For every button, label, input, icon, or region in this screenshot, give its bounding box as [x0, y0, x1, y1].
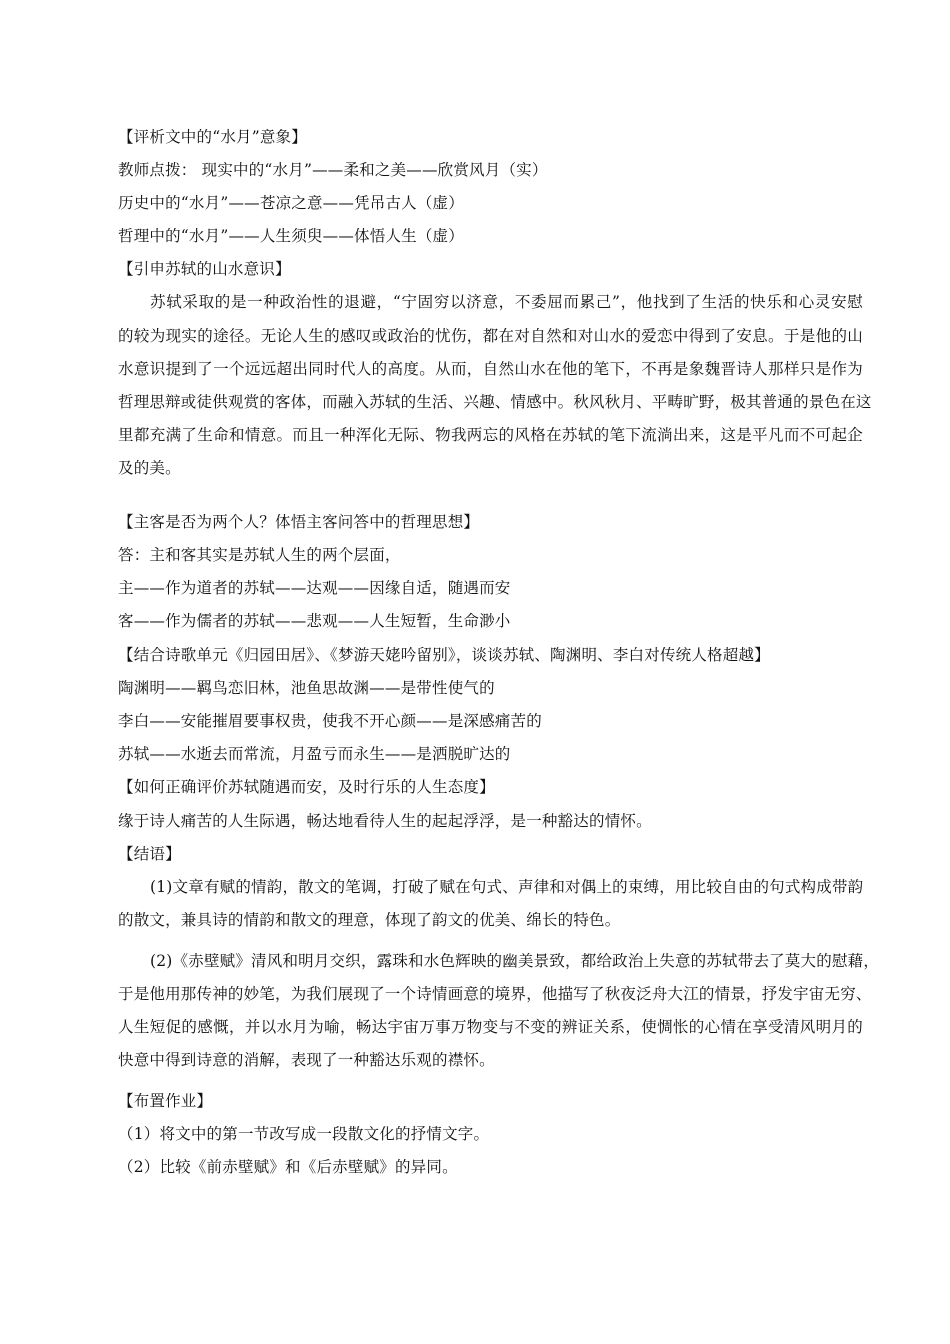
- water-moon-line: 教师点拨： 现实中的“水月”——柔和之美——欣赏风月（实）: [118, 161, 548, 179]
- host-guest-line: 客——作为儒者的苏轼——悲观——人生短暂，生命渺小: [118, 612, 511, 630]
- water-moon-line: 哲理中的“水月”——人生须臾——体悟人生（虚）: [118, 227, 464, 245]
- comparison-line: 李白——安能摧眉要事权贵，使我不开心颜——是深感痛苦的: [118, 712, 542, 730]
- homework-item: （1）将文中的第一节改写成一段散文化的抒情文字。: [118, 1125, 490, 1143]
- heading-landscape: 【引申苏轼的山水意识】: [118, 260, 291, 278]
- evaluation-line: 缘于诗人痛苦的人生际遇，畅达地看待人生的起起浮浮，是一种豁达的情怀。: [118, 812, 652, 830]
- conclusion-paragraph-line: 的散文，兼具诗的情韵和散文的理意，体现了韵文的优美、绵长的特色。: [118, 911, 621, 929]
- landscape-paragraph-line: 水意识提到了一个远远超出同时代人的高度。从而，自然山水在他的笔下，不再是象魏晋诗人那样只是作为: [118, 360, 863, 378]
- conclusion-paragraph-line: 快意中得到诗意的消解，表现了一种豁达乐观的襟怀。: [118, 1051, 495, 1069]
- heading-host-guest: 【主客是否为两个人？体悟主客问答中的哲理思想】: [118, 513, 480, 531]
- conclusion-paragraph-line: 人生短促的感慨，并以水月为喻，畅达宇宙万事万物变与不变的辨证关系，使惆怅的心情在享受清风明月的: [118, 1018, 863, 1036]
- homework-item: （2）比较《前赤壁赋》和《后赤壁赋》的异同。: [118, 1158, 458, 1176]
- host-guest-line: 答：主和客其实是苏轼人生的两个层面，: [118, 546, 401, 564]
- host-guest-line: 主——作为道者的苏轼——达观——因缘自适，随遇而安: [118, 579, 511, 597]
- heading-comparison: 【结合诗歌单元《归园田居》、《梦游天姥吟留别》，谈谈苏轼、陶渊明、李白对传统人格超越】: [118, 646, 770, 664]
- conclusion-paragraph-line: (1)文章有赋的情韵，散文的笔调，打破了赋在句式、声律和对偶上的束缚，用比较自由的句式构成带韵: [150, 878, 864, 896]
- heading-homework: 【布置作业】: [118, 1092, 213, 1110]
- conclusion-paragraph-line: 于是他用那传神的妙笔，为我们展现了一个诗情画意的境界，他描写了秋夜泛舟大江的情景，抒发宇宙无穷、: [118, 985, 872, 1003]
- water-moon-line: 历史中的“水月”——苍凉之意——凭吊古人（虚）: [118, 194, 464, 212]
- comparison-line: 苏轼——水逝去而常流，月盈亏而永生——是洒脱旷达的: [118, 745, 511, 763]
- conclusion-paragraph-line: (2)《赤壁赋》清风和明月交织，露珠和水色辉映的幽美景致，都给政治上失意的苏轼带去了莫大的慰藉，: [150, 952, 880, 970]
- landscape-paragraph-line: 里都充满了生命和情意。而且一种浑化无际、物我两忘的风格在苏轼的笔下流淌出来，这是平凡而不可起企: [118, 426, 863, 444]
- heading-water-moon: 【评析文中的“水月”意象】: [118, 128, 307, 146]
- landscape-paragraph-line: 及的美。: [118, 459, 181, 477]
- landscape-paragraph-line: 苏轼采取的是一种政治性的退避，“宁固穷以济意，不委屈而累己”，他找到了生活的快乐和心灵安慰: [150, 293, 863, 311]
- heading-evaluation: 【如何正确评价苏轼随遇而安，及时行乐的人生态度】: [118, 778, 495, 796]
- comparison-line: 陶渊明——羁鸟恋旧林，池鱼思故渊——是带性使气的: [118, 679, 495, 697]
- landscape-paragraph-line: 的较为现实的途径。无论人生的感叹或政治的忧伤，都在对自然和对山水的爱恋中得到了安息。于是他的山: [118, 327, 863, 345]
- heading-conclusion: 【结语】: [118, 845, 181, 863]
- landscape-paragraph-line: 哲理思辩或徒供观赏的客体，而融入苏轼的生活、兴趣、情感中。秋风秋月、平畴旷野，极其普通的景色在这: [118, 393, 872, 411]
